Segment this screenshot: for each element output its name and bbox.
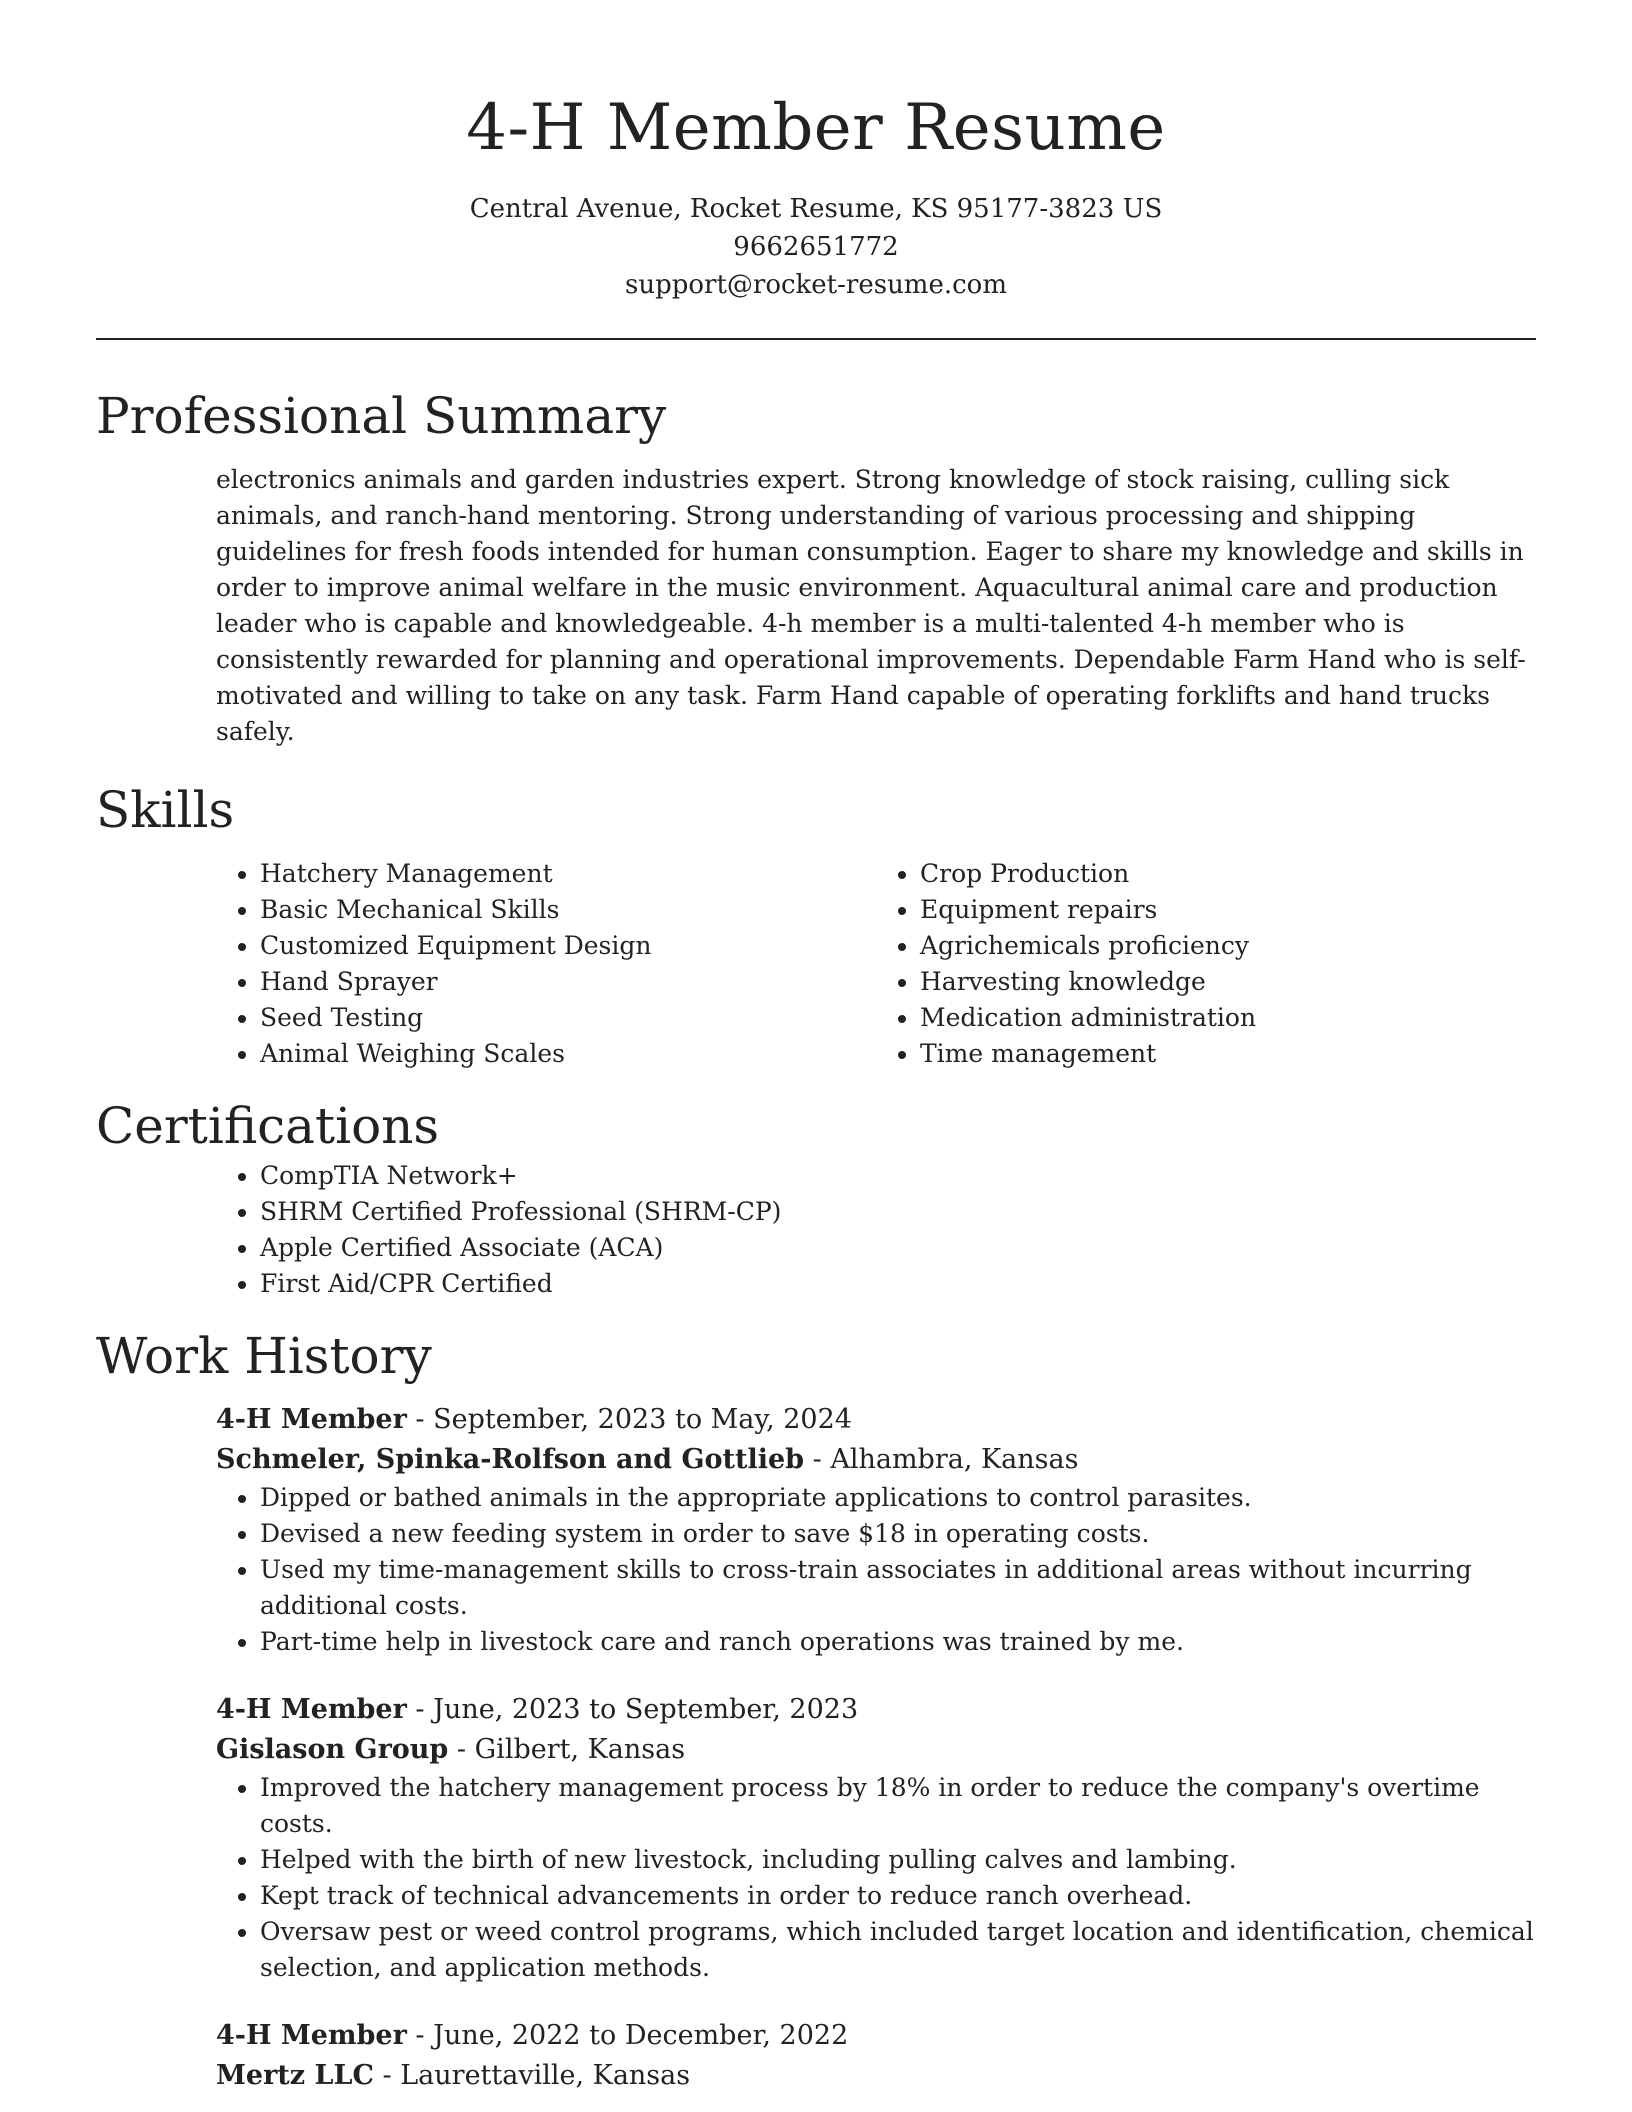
job-dates: June, 2022 to December, 2022 [433, 2020, 849, 2051]
job-dates: June, 2023 to September, 2023 [433, 1694, 859, 1725]
job-duties-list [96, 1480, 1536, 1660]
job-duty-item: • Improved the hatchery management process by 18% in order to reduce the company's overtime costs. [260, 1770, 1536, 1842]
job-duty-item: • Helped with the birth of new livestock, including pulling calves and lambing. [260, 1842, 1536, 1878]
skill-item: • Crop Production [920, 856, 1536, 892]
contact-phone: 9662651772 [733, 232, 899, 262]
job-company-line: Mertz LLC - Laurettaville, Kansas [216, 2060, 691, 2091]
skill-item: • Agrichemicals proficiency [920, 928, 1536, 964]
certifications-section [96, 1094, 1536, 1302]
job-company: Mertz LLC [216, 2060, 374, 2091]
job-company-line: Schmeler, Spinka-Rolfson and Gottlieb - Alhambra, Kansas [216, 1444, 1079, 1475]
certification-item: • First Aid/CPR Certified [260, 1266, 1536, 1302]
certifications-list [96, 1158, 1536, 1302]
job-location: Laurettaville, Kansas [400, 2060, 691, 2091]
job-duty-item: • Devised a new feeding system in order to save $18 in operating costs. [260, 1516, 1536, 1552]
job-location: Alhambra, Kansas [830, 1444, 1079, 1475]
skill-item: • Seed Testing [260, 1000, 876, 1036]
skill-item: • Basic Mechanical Skills [260, 892, 876, 928]
job-title: 4-H Member [216, 2020, 407, 2051]
job-title-line: 4-H Member - June, 2023 to September, 2023 [216, 1694, 859, 1725]
skills-grid [96, 856, 1536, 1072]
job-dates: September, 2023 to May, 2024 [433, 1404, 852, 1435]
job-duty-item: • Dipped or bathed animals in the appropriate applications to control parasites. [260, 1480, 1536, 1516]
work-history-heading: Work History [96, 1327, 432, 1385]
skill-item: • Equipment repairs [920, 892, 1536, 928]
skills-heading: Skills [96, 781, 235, 839]
summary-text: electronics animals and garden industries expert. Strong knowledge of stock raising, culling sick animals, and ranch-hand mentoring. Strong understanding of various processing and shipping guidelines for fresh foods intended for human consumption. Eager to share my knowledge and skills in order to improve animal welfare in the music environment. Aquacultural animal care and production leader who is capable and knowledgeable. 4-h member is a multi-talented 4-h member who is consistently rewarded for planning and operational improvements. Dependable Farm Hand who is self-motivated and willing to take on any task. Farm Hand capable of operating forklifts and hand trucks safely. [216, 465, 1526, 746]
skill-item: • Customized Equipment Design [260, 928, 876, 964]
skill-item: • Time management [920, 1036, 1536, 1072]
certification-item: • CompTIA Network+ [260, 1158, 1536, 1194]
job-duties-list [96, 1770, 1536, 1986]
skill-item: • Animal Weighing Scales [260, 1036, 876, 1072]
job-title: 4-H Member [216, 1404, 407, 1435]
job-duty-item: • Used my time-management skills to cross-train associates in additional areas without incurring additional costs. [260, 1552, 1536, 1624]
resume-header [96, 0, 1536, 304]
skill-item: • Hand Sprayer [260, 964, 876, 1000]
job-title-line: 4-H Member - June, 2022 to December, 2022 [216, 2020, 849, 2051]
job-company-line: Gislason Group - Gilbert, Kansas [216, 1734, 686, 1765]
job-company: Gislason Group [216, 1734, 449, 1765]
skill-item: • Hatchery Management [260, 856, 876, 892]
certification-item: • Apple Certified Associate (ACA) [260, 1230, 1536, 1266]
contact-info [96, 190, 1536, 304]
job-entry [96, 2016, 1536, 2096]
work-history-section [96, 1324, 1536, 2096]
job-duty-item: • Part-time help in livestock care and ranch operations was trained by me. [260, 1624, 1536, 1660]
job-title: 4-H Member [216, 1694, 407, 1725]
job-location: Gilbert, Kansas [474, 1734, 686, 1765]
summary-heading: Professional Summary [96, 387, 667, 445]
certifications-heading: Certifications [96, 1097, 440, 1155]
skills-section [96, 778, 1536, 1072]
skills-list-right [876, 856, 1536, 1072]
skill-item: • Harvesting knowledge [920, 964, 1536, 1000]
job-company: Schmeler, Spinka-Rolfson and Gottlieb [216, 1444, 805, 1475]
job-duty-item: • Kept track of technical advancements in order to reduce ranch overhead. [260, 1878, 1536, 1914]
job-entry [96, 1690, 1536, 1986]
header-divider [96, 338, 1536, 340]
job-title-line: 4-H Member - September, 2023 to May, 2024 [216, 1404, 852, 1435]
contact-address: Central Avenue, Rocket Resume, KS 95177-3823 US [469, 194, 1163, 224]
resume-page [96, 0, 1536, 2096]
skill-item: • Medication administration [920, 1000, 1536, 1036]
contact-email: support@rocket-resume.com [624, 270, 1007, 300]
summary-section [96, 384, 1536, 750]
skills-list-left [96, 856, 876, 1072]
job-duty-item: • Oversaw pest or weed control programs, which included target location and identification, chemical selection, and application methods. [260, 1914, 1536, 1986]
job-entry [96, 1400, 1536, 1660]
certification-item: • SHRM Certified Professional (SHRM-CP) [260, 1194, 1536, 1230]
page-title: 4-H Member Resume [466, 91, 1166, 165]
